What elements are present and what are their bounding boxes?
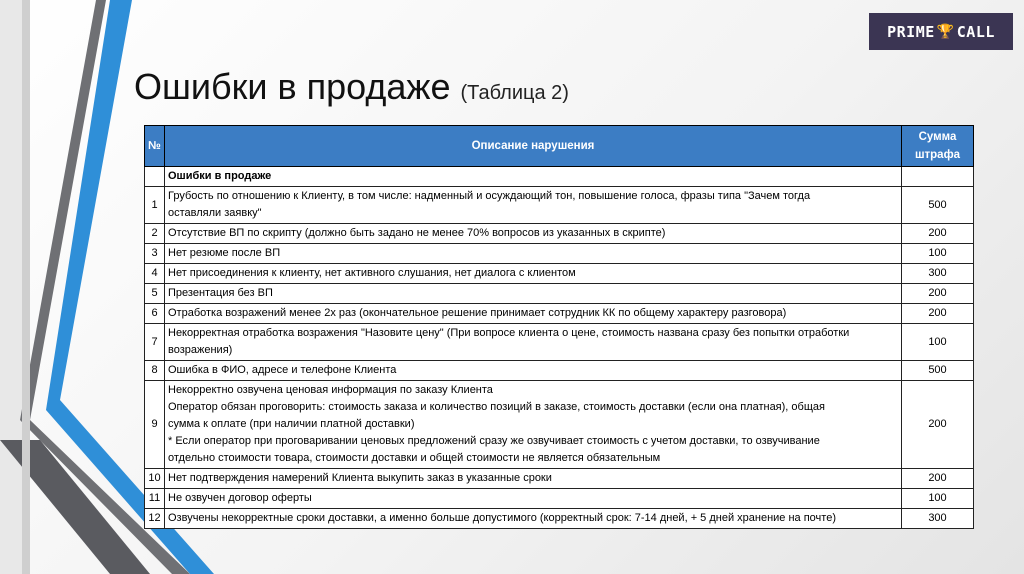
table-row bbox=[145, 509, 974, 529]
row-number: 1 bbox=[145, 187, 165, 224]
row-fine: 200 bbox=[902, 381, 974, 469]
row-description bbox=[165, 324, 902, 361]
row-number: 7 bbox=[145, 324, 165, 361]
brand-logo bbox=[869, 13, 1013, 50]
row-fine: 100 bbox=[902, 489, 974, 509]
row-description bbox=[165, 284, 902, 304]
description-line: Отсутствие ВП по скрипту (должно быть задано не менее 70% вопросов из указанных в скрипте) bbox=[168, 227, 666, 239]
description-line: * Если оператор при проговаривании ценовых предложений сразу же озвучивает стоимость с учетом доставки, то озвучивание bbox=[168, 435, 820, 447]
description-line: Оператор обязан проговорить: стоимость заказа и количество позиций в заказе, стоимость доставки (если она платная), общая bbox=[168, 401, 825, 413]
table-row bbox=[145, 264, 974, 284]
description-line: Грубость по отношению к Клиенту, в том числе: надменный и осуждающий тон, повышение голоса, фразы типа "Зачем тогда bbox=[168, 190, 811, 202]
description-line: Нет резюме после ВП bbox=[168, 247, 281, 259]
table-row bbox=[145, 304, 974, 324]
violations-table-container bbox=[144, 125, 973, 529]
header-fine-line1: Сумма bbox=[918, 131, 957, 143]
logo-text-right: CALL bbox=[956, 22, 995, 41]
row-description bbox=[165, 304, 902, 324]
row-number: 3 bbox=[145, 244, 165, 264]
title-subtitle: (Таблица 2) bbox=[460, 82, 569, 104]
row-description bbox=[165, 361, 902, 381]
table-header-row bbox=[145, 126, 974, 167]
row-fine: 300 bbox=[902, 264, 974, 284]
description-line: возражения) bbox=[168, 344, 233, 356]
row-description bbox=[165, 509, 902, 529]
description-line: Ошибка в ФИО, адресе и телефоне Клиента bbox=[168, 364, 397, 376]
table-row bbox=[145, 489, 974, 509]
description-line: отдельно стоимости товара, стоимости доставки и общей стоимости не является обязательным bbox=[168, 452, 661, 464]
row-description bbox=[165, 469, 902, 489]
row-description bbox=[165, 187, 902, 224]
row-fine: 300 bbox=[902, 509, 974, 529]
table-row bbox=[145, 284, 974, 304]
description-line: Отработка возражений менее 2х раз (окончательное решение принимает сотрудник КК по общему характеру разговора) bbox=[168, 307, 787, 319]
table-row bbox=[145, 361, 974, 381]
row-fine: 500 bbox=[902, 361, 974, 381]
table-row bbox=[145, 244, 974, 264]
section-fine-cell bbox=[902, 167, 974, 187]
row-fine: 100 bbox=[902, 324, 974, 361]
section-row bbox=[145, 167, 974, 187]
row-number: 8 bbox=[145, 361, 165, 381]
row-number: 5 bbox=[145, 284, 165, 304]
section-num-cell bbox=[145, 167, 165, 187]
page-title bbox=[134, 66, 569, 108]
table-row bbox=[145, 224, 974, 244]
description-line: сумма к оплате (при наличии платной доставки) bbox=[168, 418, 415, 430]
row-number: 9 bbox=[145, 381, 165, 469]
row-fine: 200 bbox=[902, 224, 974, 244]
header-number: № bbox=[145, 126, 165, 167]
row-description bbox=[165, 489, 902, 509]
row-description bbox=[165, 264, 902, 284]
row-number: 11 bbox=[145, 489, 165, 509]
header-description: Описание нарушения bbox=[165, 126, 902, 167]
row-fine: 200 bbox=[902, 469, 974, 489]
table-row bbox=[145, 324, 974, 361]
row-fine: 200 bbox=[902, 284, 974, 304]
table-row bbox=[145, 381, 974, 469]
description-line: Нет присоединения к клиенту, нет активного слушания, нет диалога с клиентом bbox=[168, 267, 576, 279]
description-line: Нет подтверждения намерений Клиента выкупить заказ в указанные сроки bbox=[168, 472, 552, 484]
header-fine bbox=[902, 126, 974, 167]
logo-text-left: PRIME bbox=[887, 22, 935, 41]
header-fine-line2: штрафа bbox=[914, 149, 961, 161]
row-number: 6 bbox=[145, 304, 165, 324]
table-row bbox=[145, 469, 974, 489]
trophy-icon: 🏆 bbox=[936, 23, 955, 40]
row-description bbox=[165, 224, 902, 244]
row-fine: 500 bbox=[902, 187, 974, 224]
row-fine: 100 bbox=[902, 244, 974, 264]
description-line: Презентация без ВП bbox=[168, 287, 273, 299]
row-description bbox=[165, 381, 902, 469]
violations-table bbox=[144, 125, 974, 529]
description-line: Некорректно озвучена ценовая информация по заказу Клиента bbox=[168, 384, 493, 396]
row-number: 4 bbox=[145, 264, 165, 284]
row-number: 12 bbox=[145, 509, 165, 529]
description-line: оставляли заявку" bbox=[168, 207, 262, 219]
row-number: 10 bbox=[145, 469, 165, 489]
table-row bbox=[145, 187, 974, 224]
section-title: Ошибки в продаже bbox=[165, 167, 902, 187]
row-description bbox=[165, 244, 902, 264]
description-line: Озвучены некорректные сроки доставки, а именно больше допустимого (корректный срок: 7-14 дней, + 5 дней хранение на почте) bbox=[168, 512, 836, 524]
description-line: Не озвучен договор оферты bbox=[168, 492, 312, 504]
title-main: Ошибки в продаже bbox=[134, 66, 451, 107]
row-fine: 200 bbox=[902, 304, 974, 324]
row-number: 2 bbox=[145, 224, 165, 244]
description-line: Некорректная отработка возражения "Назовите цену" (При вопросе клиента о цене, стоимость названа сразу без попытки отработки bbox=[168, 327, 850, 339]
